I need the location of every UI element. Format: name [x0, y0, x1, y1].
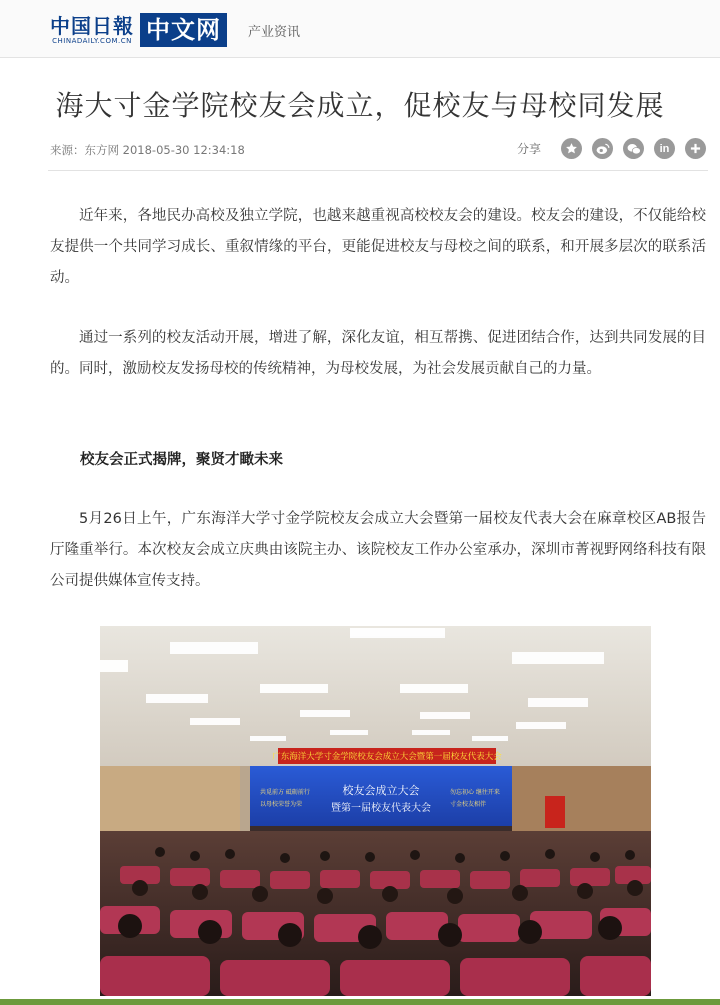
auditorium-illustration [100, 626, 651, 996]
article-paragraph-3: 5月26日上午，广东海洋大学寸金学院校友会成立大会暨第一届校友代表大会在麻章校区AB报告厅隆重举行。本次校友会成立庆典由该院主办、该院校友工作办公室承办，深圳市菁视野网络科技有限公司提供媒体宣传支持。 [50, 511, 706, 589]
star-icon[interactable] [561, 138, 582, 159]
photo-screen-left-line2: 以母校荣誉为荣 [260, 801, 303, 808]
site-header [0, 0, 720, 58]
photo-screen-line2: 暨第一届校友代表大会 [331, 803, 431, 814]
header-divider [48, 170, 708, 171]
plus-icon[interactable] [685, 138, 706, 159]
article-photo [100, 626, 651, 996]
linkedin-icon[interactable]: in [654, 138, 675, 159]
logo-cn-text: 中国日報 [50, 13, 134, 38]
photo-screen-right-line1: 勿忘初心 继往开来 [450, 789, 500, 796]
article-paragraph-2: 通过一系列的校友活动开展，增进了解，深化友谊，相互帮携、促进团结合作，达到共同发展的目的。同时，激励校友发扬母校的传统精神，为母校发展，为社会发展贡献自己的力量。 [50, 330, 706, 377]
article-meta: 来源：东方网 2018-05-30 12:34:18 [50, 143, 245, 157]
logo-box-text: 中文网 [140, 13, 227, 47]
logo-en-text: CHINADAILY.COM.CN [52, 36, 132, 45]
share-label: 分享 [516, 142, 541, 156]
photo-screen-right-line2: 寸金校友相伴 [450, 801, 487, 808]
article-title: 海大寸金学院校友会成立，促校友与母校同发展 [55, 89, 665, 122]
wechat-icon[interactable] [623, 138, 644, 159]
channel-link[interactable]: 产业资讯 [248, 25, 301, 40]
china-daily-logo[interactable] [48, 12, 227, 48]
share-bar [517, 138, 706, 159]
photo-screen-line1: 校友会成立大会 [342, 784, 420, 797]
photo-banner-text: 广东海洋大学寸金学院校友会成立大会暨第一届校友代表大会 [272, 752, 502, 762]
photo-screen-left-line1: 共觅前方 砥砺前行 [260, 789, 310, 796]
logo-chinese-wordmark [48, 15, 136, 46]
footer-accent-bar [0, 999, 720, 1005]
weibo-icon[interactable] [592, 138, 613, 159]
article-paragraph-1: 近年来，各地民办高校及独立学院，也越来越重视高校校友会的建设。校友会的建设，不仅能给校友提供一个共同学习成长、重叙情缘的平台，更能促进校友与母校之间的联系，和开展多层次的联系活动。 [50, 208, 706, 286]
article-subheading: 校友会正式揭牌，聚贤才瞰未来 [80, 452, 283, 468]
